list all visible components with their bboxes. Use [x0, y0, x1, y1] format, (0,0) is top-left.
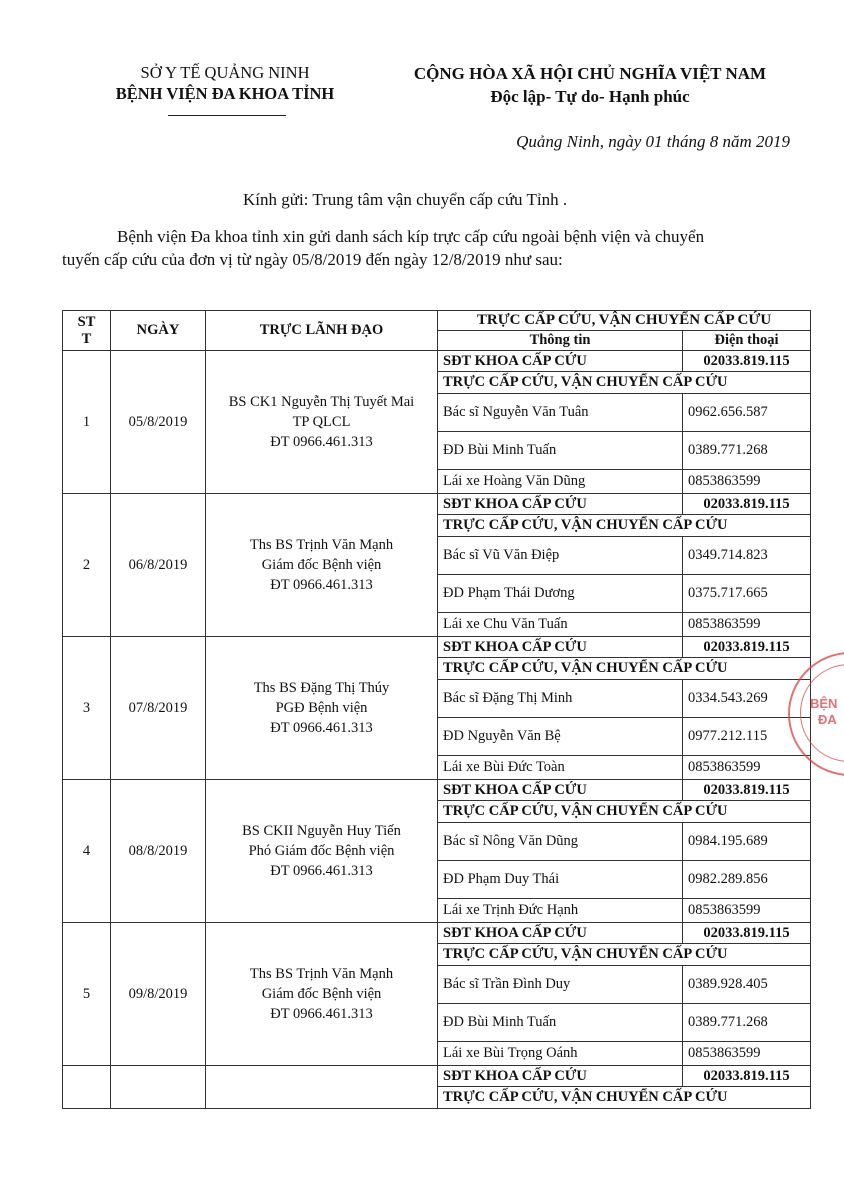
- table-row: [63, 637, 811, 658]
- table-row: [63, 923, 811, 944]
- driver-phone: 0853863599: [683, 756, 811, 780]
- emergency-dept-label: SĐT KHOA CẤP CỨU: [438, 923, 683, 944]
- row-date: 09/8/2019: [111, 923, 206, 1066]
- emergency-dept-label: SĐT KHOA CẤP CỨU: [438, 1066, 683, 1087]
- header-phone: Điện thoại: [683, 331, 811, 351]
- leader-phone: ĐT 0966.461.313: [270, 1006, 373, 1022]
- duty-section-label: TRỰC CẤP CỨU, VẬN CHUYỂN CẤP CỨU: [438, 801, 811, 823]
- nurse-phone: 0389.771.268: [683, 432, 811, 470]
- nurse-phone: 0982.289.856: [683, 861, 811, 899]
- nurse-phone: 0375.717.665: [683, 575, 811, 613]
- emergency-dept-label: SĐT KHOA CẤP CỨU: [438, 494, 683, 515]
- doctor-name: Bác sĩ Vũ Văn Điệp: [438, 537, 683, 575]
- driver-name: Lái xe Bùi Đức Toàn: [438, 756, 683, 780]
- nurse-name: ĐD Bùi Minh Tuấn: [438, 1004, 683, 1042]
- leader-title: PGĐ Bệnh viện: [275, 700, 368, 716]
- emergency-dept-phone: 02033.819.115: [683, 494, 811, 515]
- doctor-name: Bác sĩ Nông Văn Dũng: [438, 823, 683, 861]
- duty-section-label: TRỰC CẤP CỨU, VẬN CHUYỂN CẤP CỨU: [438, 515, 811, 537]
- emergency-dept-phone: 02033.819.115: [683, 351, 811, 372]
- leader-phone: ĐT 0966.461.313: [270, 434, 373, 450]
- place-date: Quảng Ninh, ngày 01 tháng 8 năm 2019: [516, 132, 790, 151]
- table-row: [63, 1066, 811, 1087]
- row-stt: 5: [63, 923, 111, 1066]
- driver-phone: 0853863599: [683, 1042, 811, 1066]
- leader-phone: ĐT 0966.461.313: [270, 577, 373, 593]
- row-stt: [63, 1066, 111, 1109]
- driver-name: Lái xe Bùi Trọng Oánh: [438, 1042, 683, 1066]
- header-info: Thông tin: [438, 331, 683, 351]
- row-stt: 1: [63, 351, 111, 494]
- row-leader: [206, 923, 438, 1066]
- issuer-block: [90, 62, 360, 104]
- driver-phone: 0853863599: [683, 470, 811, 494]
- row-date: 07/8/2019: [111, 637, 206, 780]
- table-header-row: [63, 311, 811, 331]
- nurse-name: ĐD Phạm Duy Thái: [438, 861, 683, 899]
- emergency-dept-label: SĐT KHOA CẤP CỨU: [438, 351, 683, 372]
- doctor-phone: 0389.928.405: [683, 966, 811, 1004]
- leader-title: TP QLCL: [292, 414, 351, 430]
- national-motto-block: [385, 62, 795, 108]
- row-leader: [206, 637, 438, 780]
- leader-title: Giám đốc Bệnh viện: [261, 986, 382, 1002]
- driver-name: Lái xe Hoàng Văn Dũng: [438, 470, 683, 494]
- hospital-name: BỆNH VIỆN ĐA KHOA TỈNH: [115, 84, 335, 103]
- table-row: [63, 494, 811, 515]
- row-leader: [206, 494, 438, 637]
- emergency-dept-label: SĐT KHOA CẤP CỨU: [438, 780, 683, 801]
- doctor-name: Bác sĩ Đặng Thị Minh: [438, 680, 683, 718]
- emergency-dept-phone: 02033.819.115: [683, 780, 811, 801]
- duty-section-label: TRỰC CẤP CỨU, VẬN CHUYỂN CẤP CỨU: [438, 372, 811, 394]
- row-date: 05/8/2019: [111, 351, 206, 494]
- doctor-phone: 0349.714.823: [683, 537, 811, 575]
- row-stt: 3: [63, 637, 111, 780]
- row-date: 08/8/2019: [111, 780, 206, 923]
- duty-section-label: TRỰC CẤP CỨU, VẬN CHUYỂN CẤP CỨU: [438, 944, 811, 966]
- leader-title: Giám đốc Bệnh viện: [261, 557, 382, 573]
- row-leader: [206, 351, 438, 494]
- duty-roster-table: [62, 310, 811, 1109]
- driver-name: Lái xe Trịnh Đức Hạnh: [438, 899, 683, 923]
- duty-section-label: TRỰC CẤP CỨU, VẬN CHUYỂN CẤP CỨU: [438, 1087, 811, 1109]
- nurse-phone: 0977.212.115: [683, 718, 811, 756]
- header-date: NGÀY: [111, 311, 206, 351]
- motto: Độc lập- Tự do- Hạnh phúc: [490, 87, 690, 106]
- leader-name: BS CKII Nguyễn Huy Tiến: [242, 823, 401, 839]
- emergency-dept-label: SĐT KHOA CẤP CỨU: [438, 637, 683, 658]
- doctor-phone: 0984.195.689: [683, 823, 811, 861]
- leader-name: Ths BS Trịnh Văn Mạnh: [249, 966, 394, 982]
- row-stt: 4: [63, 780, 111, 923]
- stamp-text: [810, 696, 837, 728]
- doctor-name: Bác sĩ Trần Đình Duy: [438, 966, 683, 1004]
- leader-title: Phó Giám đốc Bệnh viện: [248, 843, 395, 859]
- stamp-text-line2: ĐA: [818, 712, 837, 727]
- leader-name: Ths BS Đặng Thị Thúy: [253, 680, 390, 696]
- country-name: CỘNG HÒA XÃ HỘI CHỦ NGHĨA VIỆT NAM: [413, 64, 767, 83]
- intro-line-1: Bệnh viện Đa khoa tỉnh xin gửi danh sách kíp trực cấp cứu ngoài bệnh viện và chuyển: [117, 227, 705, 246]
- table-row: [63, 351, 811, 372]
- duty-section-label: TRỰC CẤP CỨU, VẬN CHUYỂN CẤP CỨU: [438, 658, 811, 680]
- driver-phone: 0853863599: [683, 899, 811, 923]
- department-name: SỞ Y TẾ QUẢNG NINH: [140, 63, 310, 82]
- header-stt: [63, 311, 111, 351]
- leader-name: Ths BS Trịnh Văn Mạnh: [249, 537, 394, 553]
- nurse-name: ĐD Nguyễn Văn Bệ: [438, 718, 683, 756]
- driver-phone: 0853863599: [683, 613, 811, 637]
- intro-line-2: tuyến cấp cứu của đơn vị từ ngày 05/8/2019 đến ngày 12/8/2019 như sau:: [62, 250, 563, 269]
- nurse-name: ĐD Bùi Minh Tuấn: [438, 432, 683, 470]
- emergency-dept-phone: 02033.819.115: [683, 1066, 811, 1087]
- emergency-dept-phone: 02033.819.115: [683, 923, 811, 944]
- row-leader: [206, 780, 438, 923]
- recipient-line: Kính gửi: Trung tâm vận chuyển cấp cứu Tỉnh .: [243, 190, 568, 209]
- driver-name: Lái xe Chu Văn Tuấn: [438, 613, 683, 637]
- row-date: 06/8/2019: [111, 494, 206, 637]
- row-date: [111, 1066, 206, 1109]
- table-row: [63, 780, 811, 801]
- doctor-name: Bác sĩ Nguyễn Văn Tuân: [438, 394, 683, 432]
- leader-phone: ĐT 0966.461.313: [270, 863, 373, 879]
- emergency-dept-phone: 02033.819.115: [683, 637, 811, 658]
- leader-phone: ĐT 0966.461.313: [270, 720, 373, 736]
- header-stt-line2: T: [81, 330, 92, 347]
- header-duty-group: TRỰC CẤP CỨU, VẬN CHUYỂN CẤP CỨU: [438, 311, 811, 331]
- doctor-phone: 0962.656.587: [683, 394, 811, 432]
- leader-name: BS CK1 Nguyễn Thị Tuyết Mai: [228, 394, 415, 410]
- row-stt: 2: [63, 494, 111, 637]
- nurse-name: ĐD Phạm Thái Dương: [438, 575, 683, 613]
- doctor-phone: 0334.543.269: [683, 680, 811, 718]
- header-stt-line1: ST: [77, 313, 96, 330]
- nurse-phone: 0389.771.268: [683, 1004, 811, 1042]
- stamp-text-line1: BỆN: [810, 696, 838, 711]
- issuer-underline: [168, 115, 286, 116]
- row-leader: [206, 1066, 438, 1109]
- header-leader: TRỰC LÃNH ĐẠO: [206, 311, 438, 351]
